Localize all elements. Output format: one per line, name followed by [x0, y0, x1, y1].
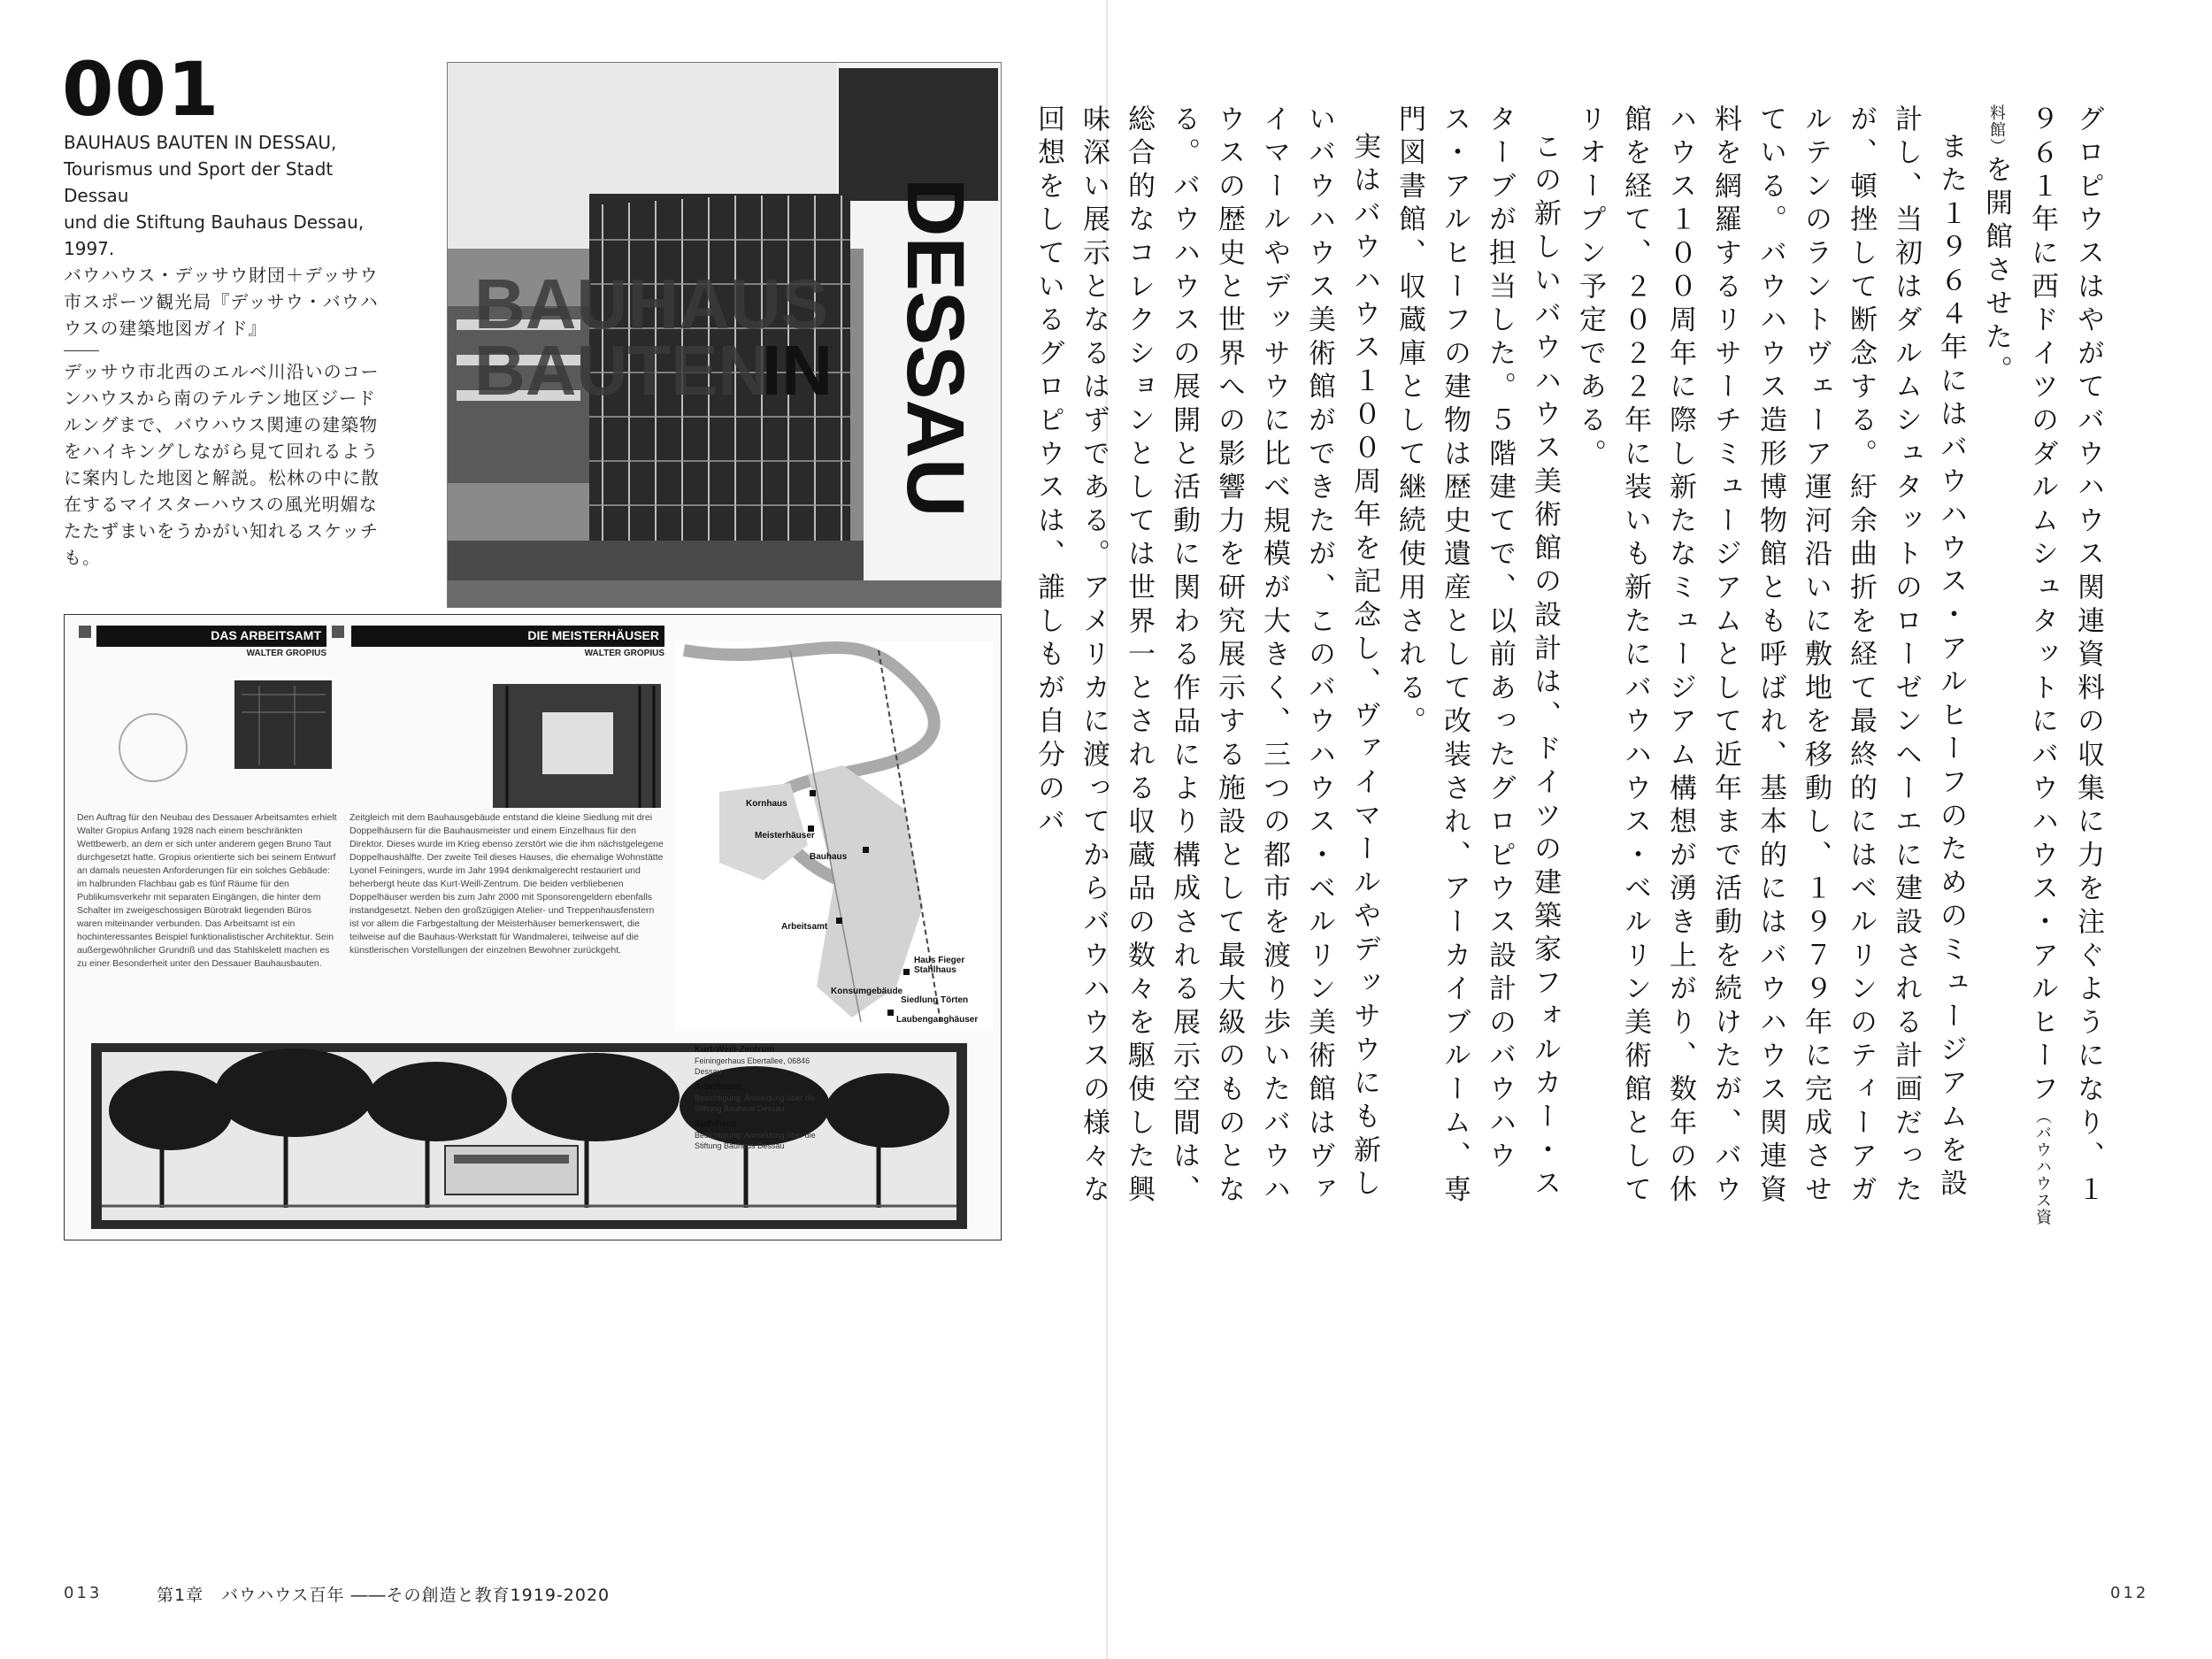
- entry-number: 001: [62, 46, 220, 133]
- map-legend-detail: Besichtigung: Anmeldung über die Stiftung Bauhaus Dessau: [695, 1131, 816, 1150]
- map-label: Haus Fieger Stahlhaus: [914, 956, 965, 975]
- running-head: 第1章 バウハウス百年 ――その創造と教育1919-2020: [157, 1586, 611, 1605]
- entry-info: [64, 129, 391, 571]
- paragraph: グロピウスはやがてバウハウス関連資料の収集に力を注ぐようになり、１９６１年に西ドイツのダルムシュタットにバウハウス・アルヒーフ（バウハウス資料館）を開館させた。: [1980, 104, 2104, 1225]
- section-subheading: WALTER GROPIUS: [246, 649, 326, 658]
- map-legend-title: Stahlhaus: [695, 1119, 737, 1129]
- map-label: Arbeitsamt: [781, 922, 828, 932]
- cover-image: [447, 62, 1002, 608]
- section-heading: DIE MEISTERHÄUSER: [351, 626, 664, 647]
- map-label: Kornhaus: [746, 799, 787, 809]
- paragraph: この新しいバウハウス美術館の設計は、ドイツの建築家フォルカー・スターブが担当した。５階建てで、以前あったグロピウス設計のバウハウス・アルヒーフの建物は歴史遺産として改装され、アーカイブルーム、専門図書館、収蔵庫として継続使用される。: [1394, 104, 1561, 1209]
- page-number-left: 013: [64, 1584, 103, 1602]
- map-legend-detail: Besichtigung: Anmeldung über die Stiftung Bauhaus Dessau: [695, 1094, 816, 1113]
- meisterhaeuser-text: Zeitgleich mit dem Bauhausgebäude entstand die kleine Siedlung mit drei Doppelhäusern für die Bauhausmeister und einem Einzelhaus für den Direktor. Dieses wurde im Krieg ebenso zerstört wie die ihm nächstgelegene Doppelhaushälfte. Der zweite Teil dieses Hauses, die ehemalige Wohnstätte Lyonel Feiningers, wurde im Jahr 1994 denkmalgerecht restauriert und beherbergt heute das Kurt-Weill-Zentrum. Die beiden verbliebenen Doppelhäuser werden bis zum Jahr 2000 mit Sponsorengeldern ebenfalls instandgesetzt. Neben den großzügigen Atelier- und Treppenhausfenstern ist vor allem die Farbgestaltung der Meisterhäuser bemerkenswert, die teilweise auf die Bauhaus-Werkstatt für Wandmalerei, teilweise auf die künstlerischen Vorstellungen der einzelnen Bewohner zurückgeht.: [349, 812, 664, 956]
- japanese-credit: バウハウス・デッサウ財団＋デッサウ市スポーツ観光局『デッサウ・バウハウスの建築地図ガイド』: [64, 265, 379, 339]
- body-text: [1033, 104, 2110, 1228]
- cover-word: BAUTEN: [474, 331, 770, 410]
- map-label: Bauhaus: [810, 852, 848, 862]
- map-label: Konsumgebäude: [831, 987, 903, 996]
- arbeitsamt-text: Den Auftrag für den Neubau des Dessauer Arbeitsamtes erhielt Walter Gropius Anfang 1928 nach einem beschränkten Wettbewerb, an dem er sich unter anderem gegen Bruno Taut durchgesetzt hatte. Gropius orientierte sich bei seinem Entwurf an damals neuesten Anforderungen für ein solches Gebäude: im halbrunden Flachbau gab es fünf Räume für den Publikumsverkehr mit separaten Eingängen, die hinter dem Schalter im zweigeschossigen Bürotrakt liegenden Büros waren miteinander verbunden. Das Arbeitsamt ist ein hochinteressantes Beispiel funktionalistischer Architektur. Sein außergewöhnlicher Grundriß und das Stahlskelett machen es zu einer Besonderheit unter den Dessauer Bauhausbauten.: [77, 812, 337, 969]
- map-label: Laubenganghäuser: [896, 1015, 979, 1025]
- separator: [64, 350, 99, 351]
- title-line: Tourismus und Sport der Stadt Dessau: [64, 158, 334, 206]
- cover-word: BAUHAUS: [474, 265, 828, 343]
- title-line: BAUHAUS BAUTEN IN DESSAU,: [64, 132, 337, 153]
- cover-word: IN: [762, 331, 833, 410]
- map-label: Meisterhäuser: [755, 831, 815, 841]
- paragraph: また１９６４年にはバウハウス・アルヒーフのためのミュージアムを設計し、当初はダルムシュタットのローゼンヘーエに建設される計画だったが、頓挫して断念する。紆余曲折を経て最終的にはベルリンのティーアガルテンのラントヴェーア運河沿いに敷地を移動し、１９７９年に完成させている。バウハウス造形博物館とも呼ばれ、基本的にはバウハウス関連資料を網羅するリサーチミュージアムとして近年まで活動を続けたが、バウハウス１００周年に際し新たなミュージアム構想が湧き上がり、数年の休館を経て、２０２２年に装いも新たにバウハウス・ベルリン美術館としてリオープン予定である。: [1574, 104, 1967, 1209]
- section-subheading: WALTER GROPIUS: [584, 649, 664, 658]
- cover-vertical-word: DESSAU: [890, 178, 980, 518]
- map-legend-title: Arbeitsamt: [695, 1082, 741, 1092]
- map-legend-title: Kurt-Weill-Zentrum: [695, 1045, 775, 1055]
- inline-note: （バウハウス資料館）: [1987, 104, 2052, 1225]
- paragraph: 実はバウハウス１００周年を記念し、ヴァイマールやデッサウにも新しいバウハウス美術館ができたが、このバウハウス・ベルリン美術館はヴァイマールやデッサウに比べ規模が大きく、三つの都市を渡り歩いたバウハウスの歴史と世界への影響力を研究展示する施設として最大級のものとなる。バウハウスの展開と活動に関わる作品により構成される展示空間は、総合的なコレクションとしては世界一とされる収蔵品の数々を駆使した興味深い展示となるはずである。アメリカに渡ってからバウハウスの様々な回想をしているグロピウスは、誰しもが自分のバ: [1033, 104, 1380, 1209]
- map-legend: [695, 1040, 827, 1151]
- map-legend-detail: Feiningerhaus Ebertallee, 06846 Dessau: [695, 1056, 810, 1076]
- brochure-spread: [64, 614, 1002, 1240]
- page-number-right: 012: [2110, 1584, 2149, 1602]
- bauhaus-building-photo: [448, 63, 1001, 607]
- map-label: Siedlung Törten: [901, 995, 969, 1005]
- entry-description: デッサウ市北西のエルベ川沿いのコーンハウスから南のテルテン地区ジードルングまで、バウハウス関連の建築物をハイキングしながら見て回れるように案内した地図と解説。松林の中に散在するマイスターハウスの風光明媚なたたずまいをうかがい知れるスケッチも。: [64, 361, 380, 568]
- section-heading: DAS ARBEITSAMT: [96, 626, 326, 647]
- title-line: und die Stiftung Bauhaus Dessau,: [64, 211, 365, 233]
- arbeitsamt-photo: [234, 680, 332, 769]
- title-line: 1997.: [64, 238, 115, 259]
